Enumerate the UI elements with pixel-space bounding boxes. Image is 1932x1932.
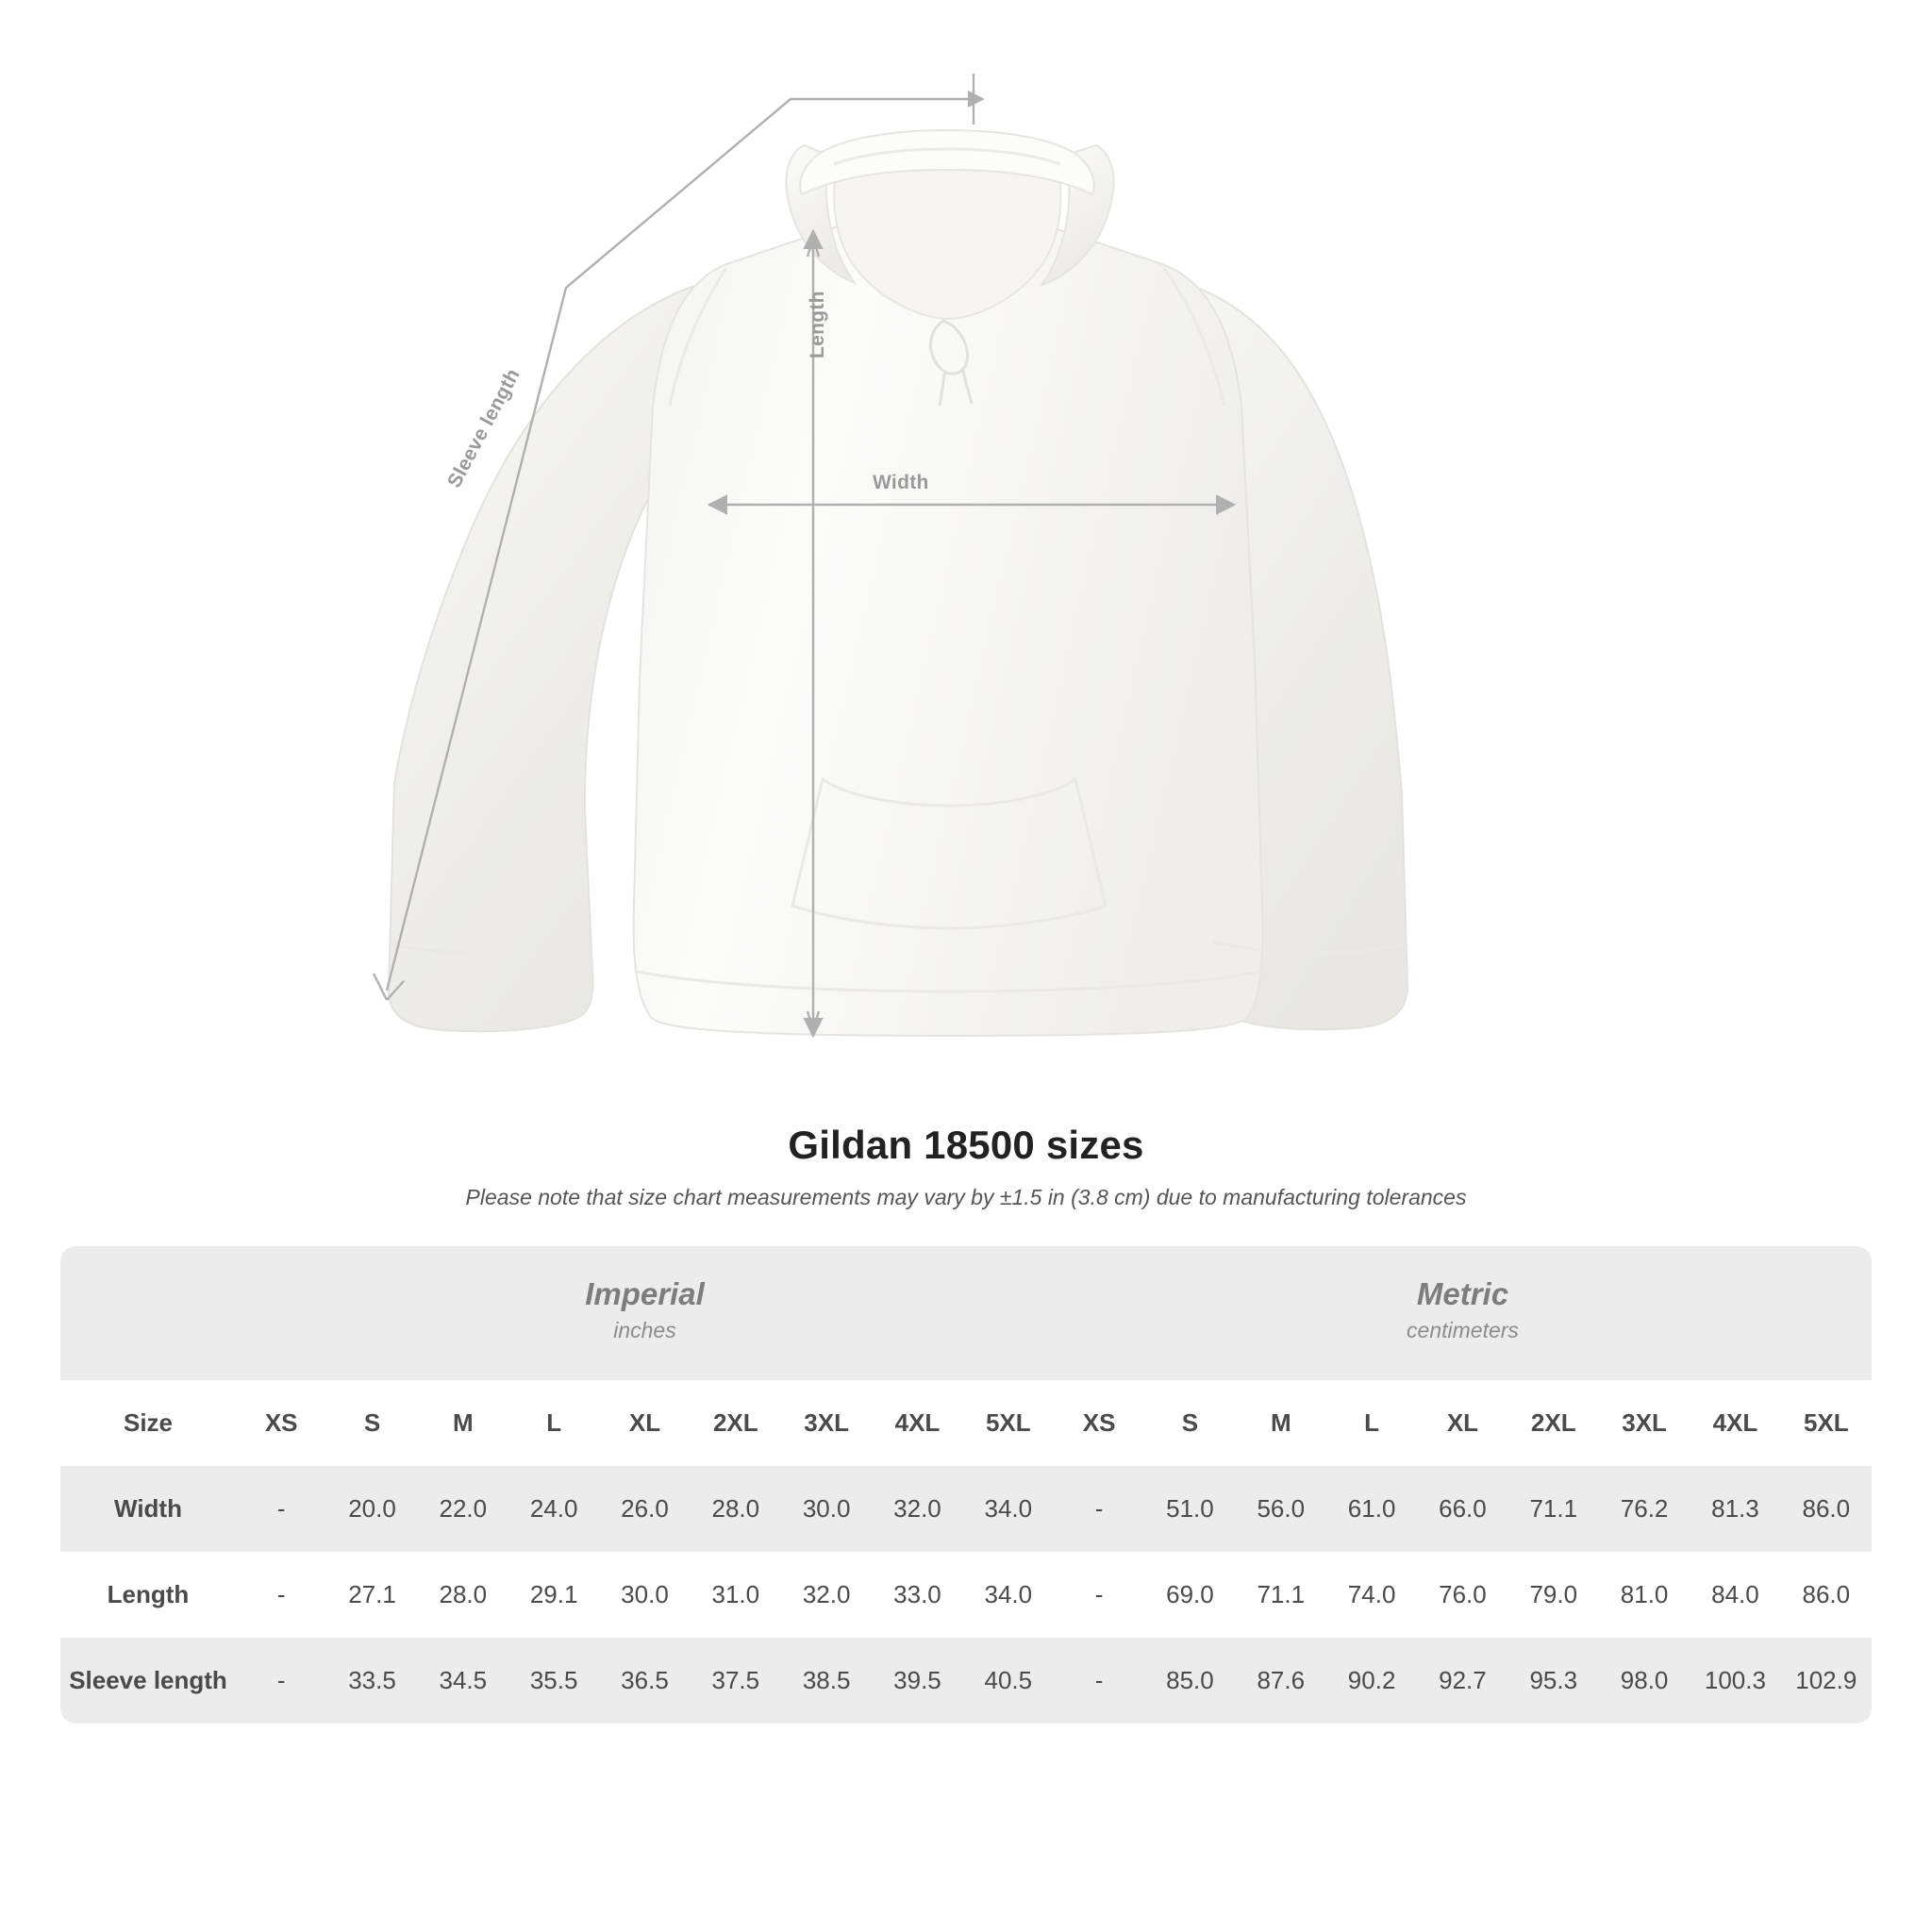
cell-length-0: - <box>236 1552 326 1638</box>
col-header-10: S <box>1144 1380 1235 1466</box>
col-header-9: XS <box>1054 1380 1144 1466</box>
cell-length-4: 30.0 <box>599 1552 690 1638</box>
table-row <box>60 1638 1872 1724</box>
cell-sleeve-13: 92.7 <box>1417 1638 1507 1724</box>
col-header-11: M <box>1236 1380 1326 1466</box>
cell-length-17: 86.0 <box>1781 1552 1872 1638</box>
unit-metric-sub: centimeters <box>1407 1318 1519 1343</box>
col-header-13: XL <box>1417 1380 1507 1466</box>
col-header-14: 2XL <box>1508 1380 1599 1466</box>
cell-width-8: 34.0 <box>963 1466 1054 1552</box>
col-header-12: L <box>1326 1380 1417 1466</box>
row-label-length: Length <box>60 1552 236 1638</box>
cell-length-8: 34.0 <box>963 1552 1054 1638</box>
cell-width-2: 22.0 <box>418 1466 508 1552</box>
cell-width-1: 20.0 <box>326 1466 417 1552</box>
cell-width-4: 26.0 <box>599 1466 690 1552</box>
cell-sleeve-7: 39.5 <box>872 1638 962 1724</box>
col-header-3: L <box>508 1380 599 1466</box>
cell-length-10: 69.0 <box>1144 1552 1235 1638</box>
table-row <box>60 1552 1872 1638</box>
unit-imperial-title: Imperial <box>585 1276 705 1311</box>
cell-length-7: 33.0 <box>872 1552 962 1638</box>
cell-length-15: 81.0 <box>1599 1552 1690 1638</box>
cell-length-14: 79.0 <box>1508 1552 1599 1638</box>
col-header-17: 5XL <box>1781 1380 1872 1466</box>
cell-sleeve-4: 36.5 <box>599 1638 690 1724</box>
cell-width-17: 86.0 <box>1781 1466 1872 1552</box>
cell-width-10: 51.0 <box>1144 1466 1235 1552</box>
cell-width-5: 28.0 <box>691 1466 781 1552</box>
cell-length-3: 29.1 <box>508 1552 599 1638</box>
col-header-1: S <box>326 1380 417 1466</box>
cell-width-12: 61.0 <box>1326 1466 1417 1552</box>
cell-length-9: - <box>1054 1552 1144 1638</box>
width-label: Width <box>873 472 929 493</box>
cell-sleeve-8: 40.5 <box>963 1638 1054 1724</box>
table-row <box>60 1466 1872 1552</box>
cell-sleeve-12: 90.2 <box>1326 1638 1417 1724</box>
size-table-wrap <box>60 1246 1872 1724</box>
col-header-8: 5XL <box>963 1380 1054 1466</box>
cell-width-16: 81.3 <box>1690 1466 1780 1552</box>
cell-width-6: 30.0 <box>781 1466 872 1552</box>
cell-length-11: 71.1 <box>1236 1552 1326 1638</box>
col-header-16: 4XL <box>1690 1380 1780 1466</box>
row-label-width: Width <box>60 1466 236 1552</box>
sleeve-length-label: Sleeve length <box>443 365 525 491</box>
col-header-6: 3XL <box>781 1380 872 1466</box>
cell-sleeve-11: 87.6 <box>1236 1638 1326 1724</box>
unit-imperial <box>236 1246 1054 1380</box>
col-header-2: M <box>418 1380 508 1466</box>
unit-metric-title: Metric <box>1416 1276 1509 1311</box>
column-header-row <box>60 1380 1872 1466</box>
cell-length-1: 27.1 <box>326 1552 417 1638</box>
cell-width-14: 71.1 <box>1508 1466 1599 1552</box>
page-title: Gildan 18500 sizes <box>788 1123 1144 1167</box>
cell-width-15: 76.2 <box>1599 1466 1690 1552</box>
cell-width-9: - <box>1054 1466 1144 1552</box>
cell-sleeve-15: 98.0 <box>1599 1638 1690 1724</box>
cell-width-13: 66.0 <box>1417 1466 1507 1552</box>
cell-length-6: 32.0 <box>781 1552 872 1638</box>
unit-header-row <box>60 1246 1872 1380</box>
cell-sleeve-1: 33.5 <box>326 1638 417 1724</box>
cell-sleeve-6: 38.5 <box>781 1638 872 1724</box>
size-header: Size <box>60 1380 236 1466</box>
unit-imperial-sub: inches <box>613 1318 676 1343</box>
cell-sleeve-10: 85.0 <box>1144 1638 1235 1724</box>
cell-sleeve-5: 37.5 <box>691 1638 781 1724</box>
cell-length-2: 28.0 <box>418 1552 508 1638</box>
hoodie-artwork <box>389 130 1407 1036</box>
col-header-0: XS <box>236 1380 326 1466</box>
cell-sleeve-0: - <box>236 1638 326 1724</box>
cell-width-7: 32.0 <box>872 1466 962 1552</box>
length-label: Length <box>807 291 828 358</box>
cell-length-5: 31.0 <box>691 1552 781 1638</box>
unit-metric <box>1054 1246 1872 1380</box>
col-header-4: XL <box>599 1380 690 1466</box>
row-label-sleeve-length: Sleeve length <box>60 1638 236 1724</box>
cell-length-16: 84.0 <box>1690 1552 1780 1638</box>
col-header-15: 3XL <box>1599 1380 1690 1466</box>
unit-header-spacer <box>60 1246 236 1380</box>
cell-sleeve-9: - <box>1054 1638 1144 1724</box>
cell-sleeve-17: 102.9 <box>1781 1638 1872 1724</box>
cell-sleeve-2: 34.5 <box>418 1638 508 1724</box>
title-block <box>0 1123 1932 1210</box>
cell-sleeve-16: 100.3 <box>1690 1638 1780 1724</box>
cell-length-13: 76.0 <box>1417 1552 1507 1638</box>
cell-sleeve-3: 35.5 <box>508 1638 599 1724</box>
tolerance-note: Please note that size chart measurements may vary by ±1.5 in (3.8 cm) due to manufacturing tolerances <box>465 1185 1467 1209</box>
cell-width-11: 56.0 <box>1236 1466 1326 1552</box>
col-header-7: 4XL <box>872 1380 962 1466</box>
col-header-5: 2XL <box>691 1380 781 1466</box>
cell-sleeve-14: 95.3 <box>1508 1638 1599 1724</box>
cell-length-12: 74.0 <box>1326 1552 1417 1638</box>
cell-width-3: 24.0 <box>508 1466 599 1552</box>
size-table <box>60 1246 1872 1724</box>
cell-width-0: - <box>236 1466 326 1552</box>
